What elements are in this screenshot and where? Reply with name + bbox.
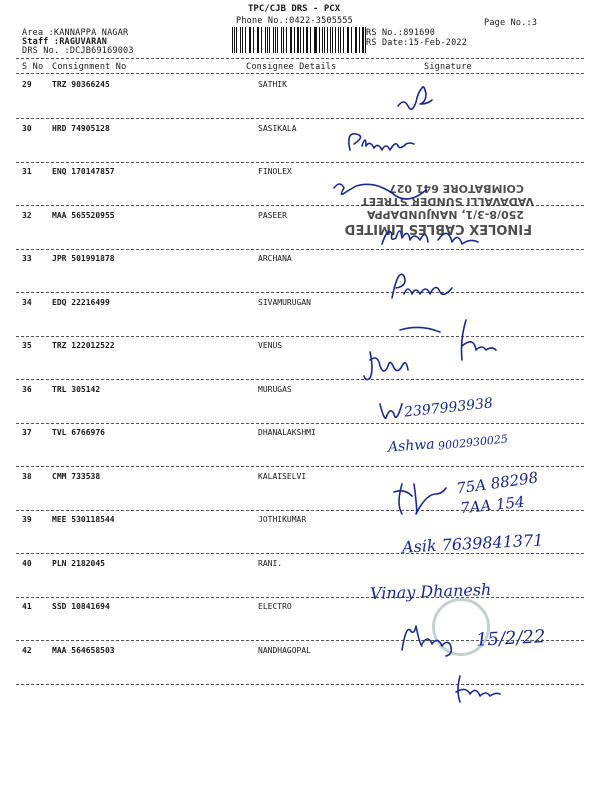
row-divider — [16, 423, 584, 424]
row-consignee: JOTHIKUMAR — [258, 515, 307, 524]
row-consignment-no: HRD 74905128 — [52, 124, 110, 133]
barcode-bar — [332, 27, 333, 53]
barcode-bar — [277, 27, 278, 53]
handwritten-note-row-38-a: 75A 88298 — [455, 468, 540, 498]
row-sno: 31 — [22, 167, 32, 176]
signature-row-41 — [398, 620, 468, 656]
header-divider-top — [16, 58, 584, 59]
column-header-consignment: Consignment No — [52, 62, 127, 72]
barcode — [232, 27, 367, 53]
stamp-line-1: FINOLEX CABLES LIMITED — [344, 221, 532, 236]
signature-row-32 — [378, 218, 498, 248]
barcode-bar — [307, 27, 308, 53]
barcode-bar — [348, 27, 349, 53]
signature-row-36 — [376, 398, 406, 428]
handwritten-date-row-41: 15/2/22 — [475, 626, 546, 651]
row-divider — [16, 379, 584, 380]
row-consignee: SATHIK — [258, 80, 287, 89]
barcode-bar — [281, 27, 282, 53]
row-consignment-no: ENQ 170147857 — [52, 167, 115, 176]
rs-number: RS No.:891690 — [366, 28, 436, 38]
row-consignee: FINOLEX — [258, 167, 292, 176]
signature-row-38 — [392, 478, 452, 518]
signature-row-35 — [364, 348, 414, 382]
row-consignee: KALAISELVI — [258, 472, 307, 481]
page-number: Page No.:3 — [484, 18, 538, 28]
row-consignment-no: TVL 6766976 — [52, 428, 105, 437]
row-consignment-no: MEE 530118544 — [52, 515, 115, 524]
row-consignee: SIVAMURUGAN — [258, 298, 311, 307]
barcode-bar — [257, 27, 258, 53]
row-consignee: VENUS — [258, 341, 283, 350]
row-sno: 29 — [22, 80, 32, 89]
row-consignment-no: CMM 733538 — [52, 472, 101, 481]
header-divider-bottom — [16, 73, 584, 74]
rs-date: RS Date:15-Feb-2022 — [366, 38, 468, 48]
row-consignee: DHANALAKSHMI — [258, 428, 316, 437]
row-consignment-no: JPR 501991878 — [52, 254, 115, 263]
row-divider — [16, 292, 584, 293]
column-header-signature: Signature — [424, 62, 472, 72]
barcode-bar — [242, 27, 243, 53]
handwritten-name-row-40: Vinay Dhanesh — [369, 579, 492, 604]
row-sno: 33 — [22, 254, 32, 263]
barcode-bar — [300, 27, 301, 53]
row-consignment-no: MAA 564658503 — [52, 646, 115, 655]
row-sno: 32 — [22, 211, 32, 220]
barcode-bar — [269, 27, 270, 53]
row-consignment-no: SSD 10841694 — [52, 602, 110, 611]
stamp-line-3: VADAVALLI SUNDER STREET — [361, 195, 534, 208]
row-sno: 35 — [22, 341, 32, 350]
handwritten-row-39: Asik 7639841371 — [401, 530, 544, 557]
barcode-bar — [340, 27, 341, 53]
row-divider — [16, 249, 584, 250]
barcode-bar — [253, 27, 254, 53]
row-consignee: ARCHANA — [258, 254, 292, 263]
row-consignment-no: TRZ 122012522 — [52, 341, 115, 350]
barcode-bar — [322, 27, 323, 53]
column-header-sno: S No — [22, 62, 44, 72]
signature-row-31 — [330, 170, 430, 210]
row-consignee: NANDHAGOPAL — [258, 646, 311, 655]
row-divider — [16, 118, 584, 119]
row-consignment-no: TRZ 90366245 — [52, 80, 110, 89]
row-sno: 39 — [22, 515, 32, 524]
row-sno: 34 — [22, 298, 32, 307]
barcode-bar — [355, 27, 356, 53]
row-consignee: MURUGAS — [258, 385, 292, 394]
stamp-line-4: COIMBATORE 641 027 — [389, 182, 524, 195]
signature-row-42 — [452, 672, 512, 706]
staff-label: Staff :RAGUVARAN — [22, 37, 108, 47]
row-consignee: PASEER — [258, 211, 287, 220]
row-sno: 40 — [22, 559, 32, 568]
area-label: Area :KANNAPPA NAGAR — [22, 28, 129, 38]
column-header-consignee: Consignee Details — [246, 62, 337, 72]
barcode-bar — [240, 27, 241, 53]
barcode-bar — [362, 27, 363, 53]
handwritten-name-row-37: Ashwa — [387, 436, 436, 456]
barcode-bar — [286, 27, 287, 53]
barcode-bar — [261, 27, 262, 53]
row-sno: 42 — [22, 646, 32, 655]
signature-row-30 — [344, 126, 444, 156]
row-divider — [16, 466, 584, 467]
barcode-bar — [315, 27, 316, 53]
row-consignee: RANI. — [258, 559, 283, 568]
barcode-bar — [330, 27, 331, 53]
handwritten-phone-row-36: 2397993938 — [403, 395, 494, 421]
row-consignee: SASIKALA — [258, 124, 297, 133]
row-sno: 41 — [22, 602, 32, 611]
barcode-bar — [232, 27, 233, 53]
phone-number: Phone No.:0422-3505555 — [236, 16, 353, 26]
row-consignment-no: MAA 565520955 — [52, 211, 115, 220]
drs-number: DRS No. :DCJB69169003 — [22, 46, 134, 56]
handwritten-phone-row-37: 9002930025 — [437, 432, 509, 453]
row-consignment-no: TRL 305142 — [52, 385, 101, 394]
row-divider — [16, 553, 584, 554]
barcode-bar — [297, 27, 298, 53]
handwritten-note-row-38-b: 7AA 154 — [459, 492, 526, 518]
row-consignment-no: PLN 2182045 — [52, 559, 105, 568]
row-sno: 37 — [22, 428, 32, 437]
row-divider — [16, 597, 584, 598]
row-consignment-no: EDQ 22216499 — [52, 298, 110, 307]
row-consignee: ELECTRO — [258, 602, 292, 611]
signature-row-29 — [396, 84, 446, 114]
document-title: TPC/CJB DRS - PCX — [248, 4, 341, 14]
signature-row-33 — [388, 264, 468, 304]
row-sno: 36 — [22, 385, 32, 394]
stamp-line-2: 250/8-3/1, NANJUNDAPPA — [367, 208, 524, 221]
row-sno: 30 — [22, 124, 32, 133]
row-sno: 38 — [22, 472, 32, 481]
